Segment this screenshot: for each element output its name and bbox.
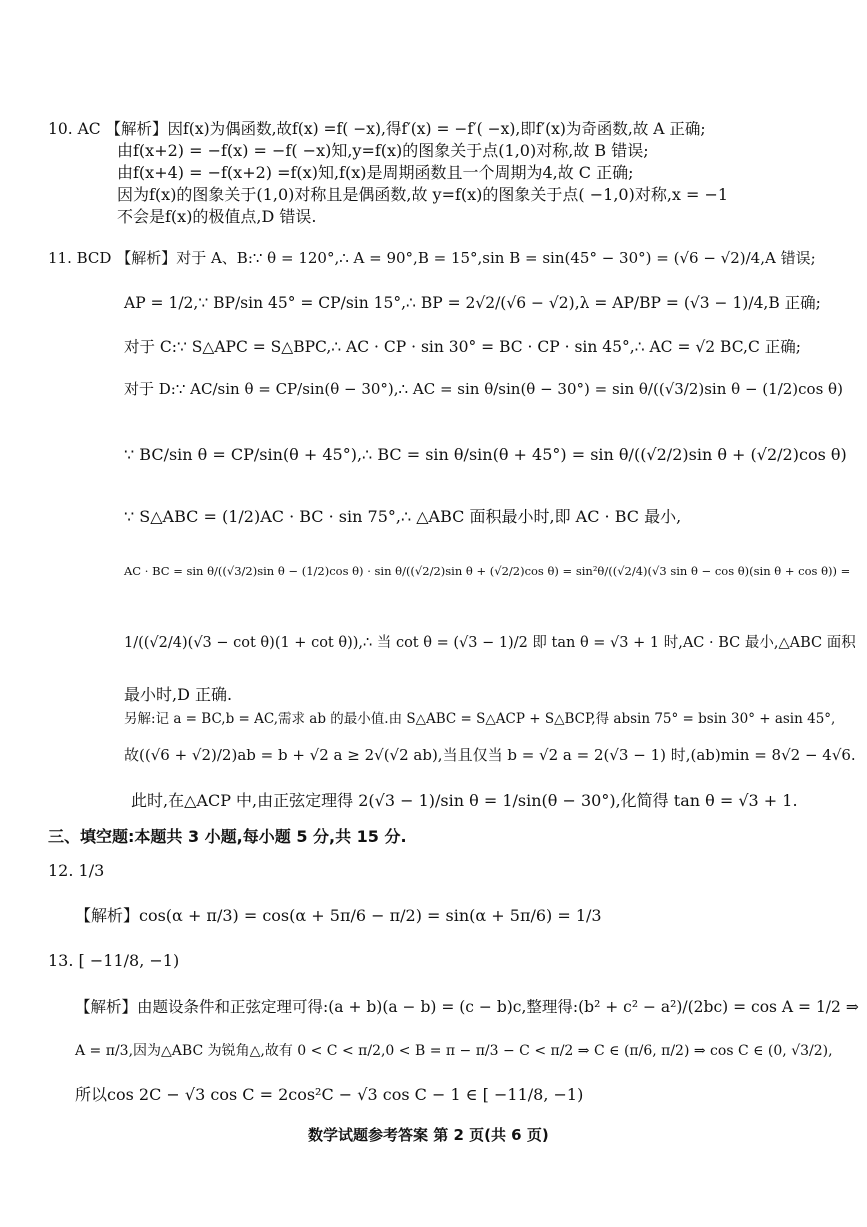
section-3-heading: 三、填空题:本题共 3 小题,每小题 5 分,共 15 分. (48, 827, 407, 846)
q11-line-8: 1/((√2/4)(√3 − cot θ)(1 + cot θ)),∴ 当 cot θ = (√3 − 1)/2 即 tan θ = √3 + 1 时,AC · BC 最小,△ABC 面积 (124, 635, 856, 651)
q13-line-2: A = π/3,因为△ABC 为锐角△,故有 0 < C < π/2,0 < B = π − π/3 − C < π/2 ⇒ C ∈ (π/6, π/2) ⇒ cos C ∈ (0, √3/2), (75, 1043, 833, 1059)
q11-line-1: 11. BCD 【解析】对于 A、B:∵ θ = 120°,∴ A = 90°,B = 15°,sin B = sin(45° − 30°) = (√6 − √2)/4,A 错误; (48, 249, 816, 267)
q11-line-12: 此时,在△ACP 中,由正弦定理得 2(√3 − 1)/sin θ = 1/sin(θ − 30°),化简得 tan θ = √3 + 1. (131, 791, 798, 810)
q11-line-5: ∵ BC/sin θ = CP/sin(θ + 45°),∴ BC = sin θ/sin(θ + 45°) = sin θ/((√2/2)sin θ + (√2/2)cos θ) (124, 445, 847, 464)
page-footer: 数学试题参考答案 第 2 页(共 6 页) (308, 1126, 549, 1144)
q11-line-2: AP = 1/2,∵ BP/sin 45° = CP/sin 15°,∴ BP = 2√2/(√6 − √2),λ = AP/BP = (√3 − 1)/4,B 正确; (124, 294, 821, 312)
q10-line-5: 不会是f(x)的极值点,D 错误. (117, 207, 317, 226)
q12-answer: 12. 1/3 (48, 861, 105, 880)
q11-line-6: ∵ S△ABC = (1/2)AC · BC · sin 75°,∴ △ABC 面积最小时,即 AC · BC 最小, (124, 507, 682, 526)
q13-answer: 13. [ −11/8, −1) (48, 951, 180, 970)
q10-line-1: 10. AC 【解析】因f(x)为偶函数,故f(x) =f( −x),得f′(x) = −f′( −x),即f′(x)为奇函数,故 A 正确; (48, 120, 706, 138)
q10-line-4: 因为f(x)的图象关于(1,0)对称且是偶函数,故 y=f(x)的图象关于点( −1,0)对称,x = −1 (117, 185, 729, 204)
q13-line-1: 【解析】由题设条件和正弦定理可得:(a + b)(a − b) = (c − b)c,整理得:(b² + c² − a²)/(2bc) = cos A = 1/2 ⇒ (75, 998, 859, 1016)
q11-line-7: AC · BC = sin θ/((√3/2)sin θ − (1/2)cos θ) · sin θ/((√2/2)sin θ + (√2/2)cos θ) = sin²θ/((√2/4)(√3 sin θ − cos θ)(sin θ + cos θ)) = (124, 564, 851, 578)
q13-line-3: 所以cos 2C − √3 cos C = 2cos²C − √3 cos C − 1 ∈ [ −11/8, −1) (75, 1085, 584, 1104)
q11-line-4: 对于 D:∵ AC/sin θ = CP/sin(θ − 30°),∴ AC = sin θ/sin(θ − 30°) = sin θ/((√3/2)sin θ − (1/2)cos θ) (124, 380, 843, 398)
q11-line-10: 另解:记 a = BC,b = AC,需求 ab 的最小值.由 S△ABC = S△ACP + S△BCP,得 absin 75° = bsin 30° + asin 45°, (124, 711, 836, 727)
q11-line-11: 故((√6 + √2)/2)ab = b + √2 a ≥ 2√(√2 ab),当且仅当 b = √2 a = 2(√3 − 1) 时,(ab)min = 8√2 − 4√6. (124, 746, 856, 764)
q11-line-3: 对于 C:∵ S△APC = S△BPC,∴ AC · CP · sin 30° = BC · CP · sin 45°,∴ AC = √2 BC,C 正确; (124, 338, 801, 356)
q10-line-2: 由f(x+2) = −f(x) = −f( −x)知,y=f(x)的图象关于点(1,0)对称,故 B 错误; (117, 141, 649, 160)
q10-line-3: 由f(x+4) = −f(x+2) =f(x)知,f(x)是周期函数且一个周期为4,故 C 正确; (117, 163, 634, 182)
q11-line-9: 最小时,D 正确. (124, 685, 233, 704)
q12-analysis: 【解析】cos(α + π/3) = cos(α + 5π/6 − π/2) = sin(α + 5π/6) = 1/3 (75, 906, 602, 925)
